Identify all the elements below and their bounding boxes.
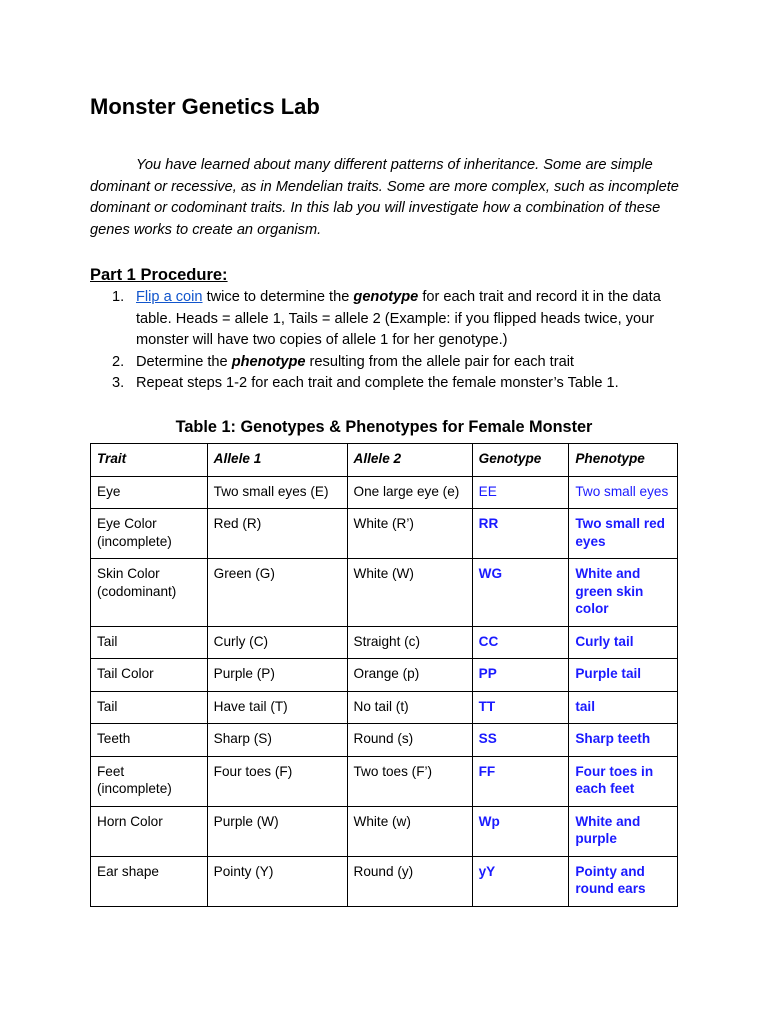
procedure-step-3: [90, 373, 690, 395]
cell-phenotype: Pointy and round ears: [569, 856, 678, 906]
cell-trait: Eye: [91, 476, 208, 509]
step-number: 1.: [112, 289, 125, 305]
cell-allele-2: Two toes (F’): [347, 756, 472, 806]
cell-allele-1: Red (R): [207, 509, 347, 559]
table-row: [91, 626, 678, 659]
intro-text: You have learned about many different patterns of inheritance. Some are simple dominant or recessive, as in Mendelian traits. Some are more complex, such as incomplete dominant or codominant traits. In this lab you will investigate how a combination of these genes works to create an organism.: [90, 157, 679, 238]
cell-allele-1: Curly (C): [207, 626, 347, 659]
cell-phenotype: White and purple: [569, 806, 678, 856]
cell-allele-2: White (R’): [347, 509, 472, 559]
cell-allele-2: Orange (p): [347, 659, 472, 692]
cell-allele-1: Purple (W): [207, 806, 347, 856]
cell-genotype: CC: [472, 626, 569, 659]
table-row: [91, 806, 678, 856]
cell-genotype: TT: [472, 691, 569, 724]
genotype-emphasis: genotype: [353, 289, 419, 305]
procedure-step-1: [90, 287, 690, 352]
cell-phenotype: Sharp teeth: [569, 724, 678, 757]
cell-allele-2: Round (s): [347, 724, 472, 757]
step-number: 2.: [112, 353, 125, 370]
cell-genotype: SS: [472, 724, 569, 757]
cell-trait: Horn Color: [91, 806, 208, 856]
step-text: Determine the: [136, 353, 232, 370]
table-row: [91, 691, 678, 724]
cell-phenotype: Two small eyes: [569, 476, 678, 509]
cell-allele-1: Sharp (S): [207, 724, 347, 757]
cell-allele-2: White (W): [347, 559, 472, 627]
cell-genotype: yY: [472, 856, 569, 906]
procedure-steps: [90, 287, 690, 395]
table-row: [91, 509, 678, 559]
header-phenotype: Phenotype: [569, 444, 678, 477]
table-header-row: [91, 444, 678, 477]
step-text: resulting from the allele pair for each trait: [305, 353, 574, 370]
header-allele-2: Allele 2: [347, 444, 472, 477]
table-row: [91, 724, 678, 757]
cell-phenotype: Four toes in each feet: [569, 756, 678, 806]
table-row: [91, 659, 678, 692]
cell-allele-1: Two small eyes (E): [207, 476, 347, 509]
genotype-phenotype-table: [90, 443, 678, 907]
cell-allele-1: Green (G): [207, 559, 347, 627]
step-text: Repeat steps 1-2 for each trait and complete the female monster’s Table 1.: [136, 375, 619, 391]
cell-allele-2: Round (y): [347, 856, 472, 906]
step-text: twice to determine the: [202, 289, 354, 305]
header-allele-1: Allele 1: [207, 444, 347, 477]
cell-allele-1: Purple (P): [207, 659, 347, 692]
cell-trait: Tail: [91, 691, 208, 724]
table-row: [91, 856, 678, 906]
table-caption: Table 1: Genotypes & Phenotypes for Female Monster: [175, 418, 593, 436]
cell-allele-2: White (w): [347, 806, 472, 856]
cell-genotype: EE: [472, 476, 569, 509]
cell-phenotype: tail: [569, 691, 678, 724]
cell-allele-2: One large eye (e): [347, 476, 472, 509]
cell-allele-2: No tail (t): [347, 691, 472, 724]
flip-a-coin-link[interactable]: Flip a coin: [136, 289, 203, 305]
cell-genotype: FF: [472, 756, 569, 806]
cell-trait: Eye Color (incomplete): [91, 509, 208, 559]
procedure-step-2: [90, 352, 690, 374]
cell-phenotype: White and green skin color: [569, 559, 678, 627]
cell-genotype: PP: [472, 659, 569, 692]
step-text: for each trait and record it in the data table. Heads = allele 1, Tails = allele 2 (Example: if you flipped heads twice, your monster will have two copies of allele 1 for her genotype.): [136, 289, 661, 348]
table-row: [91, 476, 678, 509]
cell-allele-1: Have tail (T): [207, 691, 347, 724]
intro-paragraph: [90, 155, 690, 241]
cell-genotype: RR: [472, 509, 569, 559]
cell-phenotype: Purple tail: [569, 659, 678, 692]
cell-allele-1: Pointy (Y): [207, 856, 347, 906]
procedure-heading: Part 1 Procedure:: [90, 266, 228, 284]
cell-trait: Tail: [91, 626, 208, 659]
cell-trait: Skin Color (codominant): [91, 559, 208, 627]
page-title: Monster Genetics Lab: [90, 94, 320, 119]
table-row: [91, 756, 678, 806]
step-number: 3.: [112, 375, 125, 391]
header-genotype: Genotype: [472, 444, 569, 477]
cell-phenotype: Two small red eyes: [569, 509, 678, 559]
cell-trait: Ear shape: [91, 856, 208, 906]
cell-trait: Feet (incomplete): [91, 756, 208, 806]
cell-trait: Tail Color: [91, 659, 208, 692]
cell-phenotype: Curly tail: [569, 626, 678, 659]
header-trait: Trait: [91, 444, 208, 477]
cell-genotype: WG: [472, 559, 569, 627]
cell-allele-1: Four toes (F): [207, 756, 347, 806]
phenotype-emphasis: phenotype: [231, 353, 306, 370]
cell-allele-2: Straight (c): [347, 626, 472, 659]
cell-genotype: Wp: [472, 806, 569, 856]
table-row: [91, 559, 678, 627]
cell-trait: Teeth: [91, 724, 208, 757]
